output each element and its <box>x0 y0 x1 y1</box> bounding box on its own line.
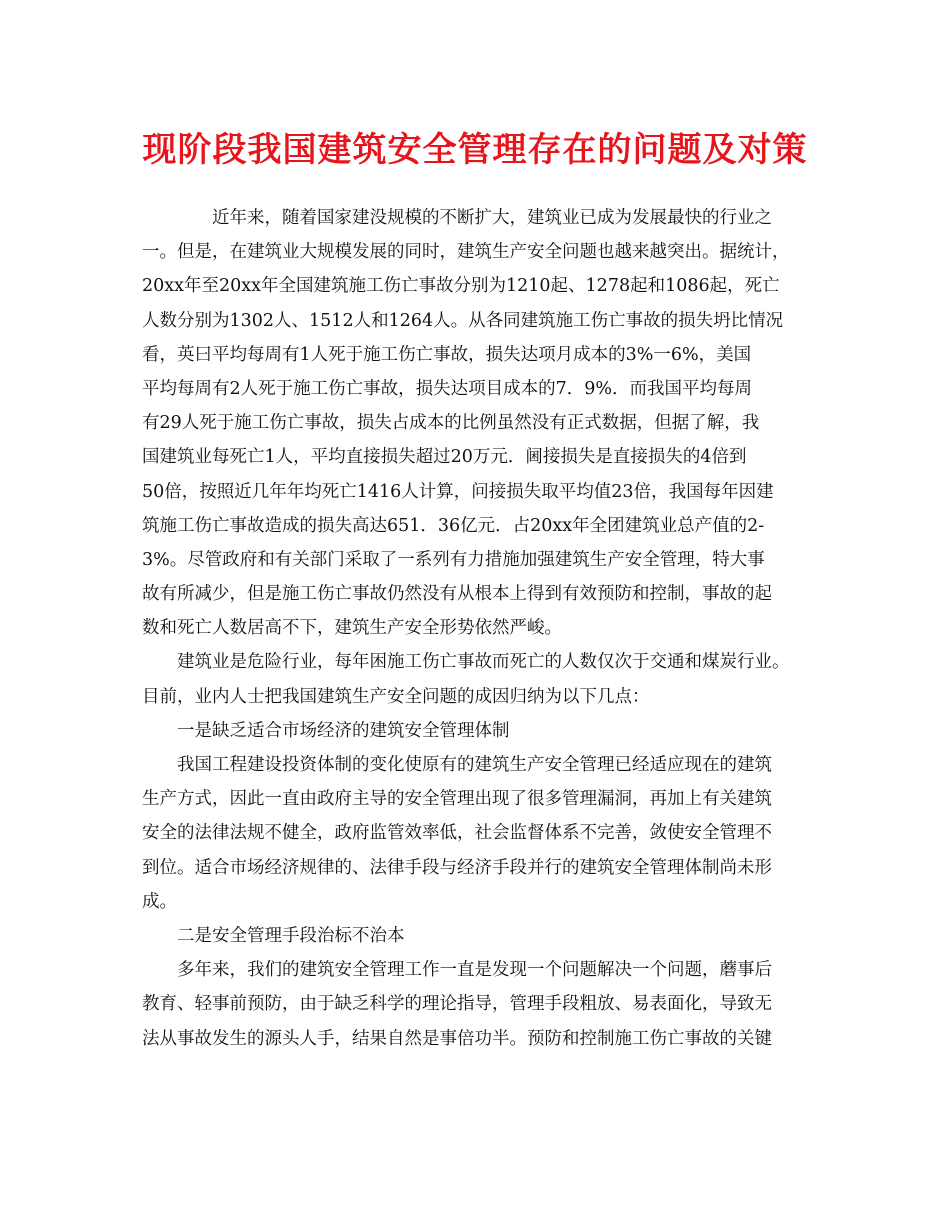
text-line: 我国工程建设投资体制的变化使原有的建筑生产安全管理已经适应现在的建筑 <box>177 755 772 775</box>
text-line: 近年来，随着国家建没规模的不断扩大，建筑业已成为发展最快的行业之 <box>212 208 772 228</box>
text-line: 国建筑业每死亡1人，平均直接损失超过20万元．阃接损失是直接损失的4倍到 <box>142 447 747 468</box>
text-line: 3%。尽管政府和有关部门采取了一系列有力措施加强建筑生产安全管理，特大事 <box>142 549 765 570</box>
text-line: 多年来，我们的建筑安全管理工作一直是发现一个问题解决一个问题，蘑事后 <box>177 960 772 981</box>
text-line: 人数分别为1302人、1512人和1264人。从各同建筑施工伤亡事故的损失坍比情况 <box>142 310 784 331</box>
text-line: 二是安全管理手段治标不治本 <box>177 925 405 946</box>
text-line: 法从事故发生的源头人手，结果自然是事倍功半。预防和控制施工伤亡事故的关键 <box>142 1028 772 1049</box>
text-line: 看，英曰平均每周有1人死于施工伤亡事故，损失达项月成本的3%一6%，美国 <box>142 344 752 365</box>
text-line: 到位。适合市场经济规律的、法律手段与经济手段并行的建筑安全管理体制尚未形 <box>142 857 772 878</box>
text-line: 目前，业内人士把我国建筑生产安全问题的成因归纳为以下几点： <box>142 686 650 707</box>
text-line: 数和死亡人数居高不下，建筑生产安全形势依然严峻。 <box>142 618 562 639</box>
text-line: 故有所减少，但是施工伤亡事故仍然没有从根本上得到有效预防和控制，事故的起 <box>142 584 772 605</box>
text-line: 教育、轻事前预防，由于缺乏科学的理论指导，管理手段粗放、易表面化，导致无 <box>142 994 772 1015</box>
text-line: 一是缺乏适合市场经济的建筑安全管理体制 <box>177 720 510 741</box>
text-line: 有29人死于施工伤亡事故，损失占成本的比例虽然没有正式数据，但据了解，我 <box>142 413 760 434</box>
document-title: 现阶段我国建筑安全管理存在的问题及对策 <box>142 130 808 170</box>
text-line: 生产方式，因此一直由政府主导的安全管理出现了很多管理漏洞，再加上有关建筑 <box>142 789 772 810</box>
text-line: 50倍，按照近几年年均死亡1416人计算，问接损失取平均值23倍，我国每年因建 <box>142 481 774 502</box>
document-body <box>142 201 810 1056</box>
text-line: 筑施工伤亡事故造成的损失高达651．36亿元．占20xx年全团建筑业总产值的2- <box>142 515 765 536</box>
text-line: 安全的法律法规不健全，政府监管效率低，社会监督体系不完善，敛使安全管理不 <box>142 823 772 844</box>
text-line: 成。 <box>142 891 177 912</box>
text-line: 建筑业是危险行业，每年困施工伤亡事故而死亡的人数仅次于交通和煤炭行业。 <box>177 652 790 673</box>
text-line: 一。但是，在建筑业大规模发展的同时，建筑生产安全问题也越来越突出。据统计， <box>142 242 790 263</box>
text-line: 平均每周有2人死于施工伤亡事故，损失达项目成本的7．9%．而我国平均每周 <box>142 378 753 399</box>
text-line: 20xx年至20xx年全国建筑施工伤亡事故分别为1210起、1278起和1086起，死亡 <box>142 276 780 297</box>
